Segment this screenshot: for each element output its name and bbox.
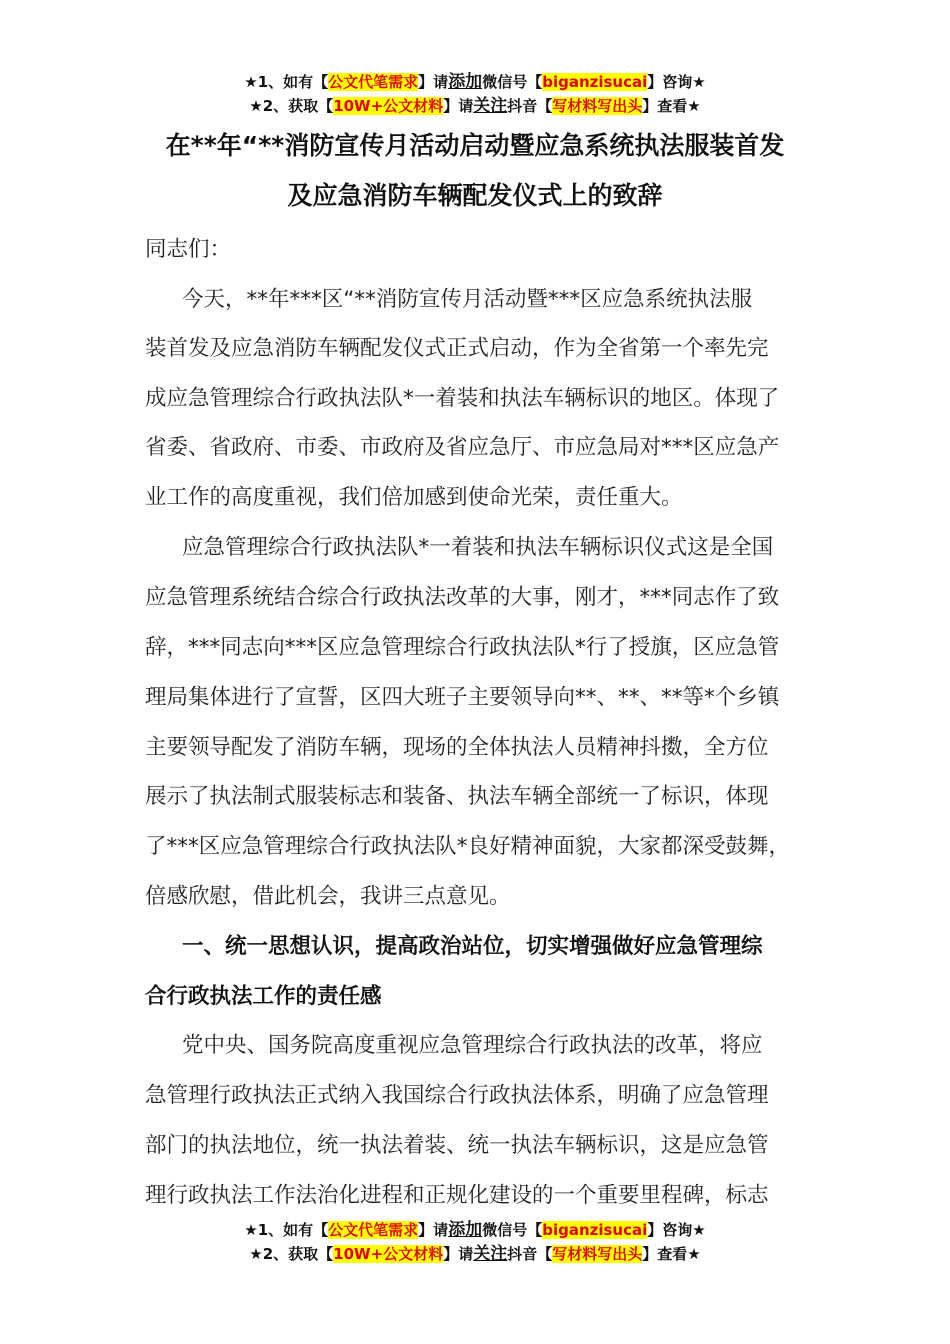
banner-highlight: 写材料写出头 (552, 97, 643, 115)
paragraph-line: 省委、省政府、市委、市政府及省应急厅、市应急局对***区应急产 (145, 435, 780, 460)
paragraph-line: 党中央、国务院高度重视应急管理综合行政执法的改革，将应 (182, 1033, 763, 1058)
footer-banner (0, 1218, 950, 1266)
banner-highlight: 10W+公文材料 (333, 97, 444, 115)
paragraph-line: 部门的执法地位，统一执法着装、统一执法车辆标识，这是应急管 (145, 1133, 769, 1158)
banner-highlight: 写材料写出头 (552, 1245, 643, 1263)
banner-emphasis: 添加 (448, 72, 483, 92)
banner-emphasis: 关注 (473, 1244, 508, 1264)
paragraph-line: 急管理行政执法正式纳入我国综合行政执法体系，明确了应急管理 (145, 1083, 769, 1108)
paragraph-line: 应急管理系统结合综合行政执法改革的大事，刚才，***同志作了致 (145, 585, 780, 610)
banner-text: 抖音【 (507, 1245, 553, 1263)
banner-text: ★2、获取【 (249, 1245, 334, 1263)
paragraph-line: 业工作的高度重视，我们倍加感到使命光荣，责任重大。 (145, 485, 683, 510)
paragraph-line: 装首发及应急消防车辆配发仪式正式启动，作为全省第一个率先完 (145, 336, 769, 361)
paragraph-line: 倍感欣慰，借此机会，我讲三点意见。 (145, 884, 511, 909)
banner-emphasis: 添加 (448, 1220, 483, 1240)
section-heading-line: 合行政执法工作的责任感 (145, 984, 382, 1009)
banner-text: ★2、获取【 (249, 97, 334, 115)
salutation: 同志们： (145, 237, 232, 262)
header-banner (0, 70, 950, 118)
document-title-line-1: 在**年“**消防宣传月活动启动暨应急系统执法服装首发 (165, 131, 785, 160)
banner-text: 】请 (418, 73, 449, 91)
banner-highlight: 公文代笔需求 (328, 73, 419, 91)
banner-highlight: biganzisucai (542, 1221, 648, 1239)
banner-text: ★1、如有【 (244, 73, 329, 91)
banner-line-1 (0, 1218, 950, 1242)
banner-text: 】请 (418, 1221, 449, 1239)
document-title-line-2: 及应急消防车辆配发仪式上的致辞 (287, 181, 663, 210)
banner-text: 抖音【 (507, 97, 553, 115)
banner-highlight: 10W+公文材料 (333, 1245, 444, 1263)
banner-text: 】咨询★ (647, 73, 706, 91)
paragraph-line: 理局集体进行了宣誓，区四大班子主要领导向**、**、**等*个乡镇 (145, 685, 780, 710)
banner-text: 】请 (443, 97, 474, 115)
section-heading-line: 一、统一思想认识，提高政治站位，切实增强做好应急管理综 (182, 934, 763, 959)
paragraph-line: 辞，***同志向***区应急管理综合行政执法队*行了授旗，区应急管 (145, 635, 780, 660)
banner-text: 】查看★ (642, 1245, 701, 1263)
banner-text: 微信号【 (482, 73, 543, 91)
banner-highlight: biganzisucai (542, 73, 648, 91)
paragraph-line: 成应急管理综合行政执法队*一着装和执法车辆标识的地区。体现了 (145, 386, 780, 411)
paragraph-line: 今天，**年***区“**消防宣传月活动暨***区应急系统执法服 (182, 287, 753, 312)
banner-text: 】查看★ (642, 97, 701, 115)
banner-line-2 (0, 1242, 950, 1266)
paragraph-line: 主要领导配发了消防车辆，现场的全体执法人员精神抖擞，全方位 (145, 735, 769, 760)
banner-line-1 (0, 70, 950, 94)
paragraph-line: 了***区应急管理综合行政执法队*良好精神面貌，大家都深受鼓舞， (145, 834, 791, 859)
banner-text: ★1、如有【 (244, 1221, 329, 1239)
banner-line-2 (0, 94, 950, 118)
banner-highlight: 公文代笔需求 (328, 1221, 419, 1239)
banner-text: 】请 (443, 1245, 474, 1263)
banner-text: 】咨询★ (647, 1221, 706, 1239)
banner-emphasis: 关注 (473, 96, 508, 116)
paragraph-line: 理行政执法工作法治化进程和正规化建设的一个重要里程碑，标志 (145, 1183, 769, 1208)
banner-text: 微信号【 (482, 1221, 543, 1239)
paragraph-line: 应急管理综合行政执法队*一着装和执法车辆标识仪式这是全国 (182, 535, 774, 560)
paragraph-line: 展示了执法制式服装标志和装备、执法车辆全部统一了标识，体现 (145, 784, 769, 809)
